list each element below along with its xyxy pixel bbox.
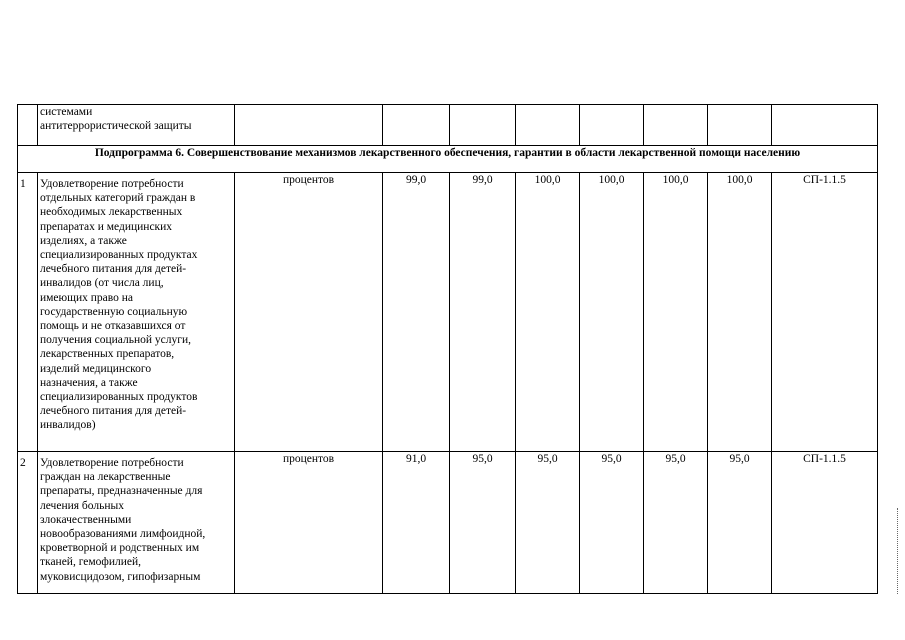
table-row-subprogram-heading (18, 146, 878, 173)
row-number-cell: 1 (18, 173, 38, 452)
description-line: имеющих право на (40, 291, 134, 304)
table-row (18, 173, 878, 452)
description-line: специализированных продуктах (40, 249, 198, 262)
description-line: отдельных категорий граждан в (40, 192, 196, 205)
description-line: лечебного питания для детей- (40, 263, 187, 276)
description-line: изделиях, а также (40, 234, 127, 247)
value-cell (644, 105, 708, 146)
description-line: граждан на лекарственные (40, 471, 171, 484)
description-line: необходимых лекарственных (40, 206, 183, 219)
scan-edge-mark (897, 508, 900, 594)
description-line: препаратах и медицинских (40, 220, 173, 233)
description-line: лечения больных (40, 499, 124, 512)
table-row-continuation (18, 105, 878, 146)
value-cell: 95,0 (450, 452, 516, 594)
description-line: лекарственных препаратов, (40, 348, 175, 361)
row-number-cell: 2 (18, 452, 38, 594)
code-cell: СП-1.1.5 (772, 452, 878, 594)
description-line: лечебного питания для детей- (40, 405, 187, 418)
description-line: тканей, гемофилией, (40, 556, 142, 569)
indicator-description-cell (38, 452, 235, 594)
description-line: препараты, предназначенные для (40, 485, 203, 498)
value-cell (450, 105, 516, 146)
indicator-description-cell (38, 105, 235, 146)
value-cell: 95,0 (644, 452, 708, 594)
table-row (18, 452, 878, 594)
value-cell: 100,0 (708, 173, 772, 452)
value-cell: 95,0 (516, 452, 580, 594)
description-line: Удовлетворение потребности (40, 178, 184, 190)
unit-cell: процентов (235, 173, 383, 452)
description-line: изделий медицинского (40, 362, 152, 375)
code-cell: СП-1.1.5 (772, 173, 878, 452)
description-line: специализированных продуктов (40, 391, 198, 404)
value-cell: 100,0 (644, 173, 708, 452)
value-cell (708, 105, 772, 146)
description-line: кроветворной и родственных им (40, 542, 200, 555)
unit-cell: процентов (235, 452, 383, 594)
description-line: назначения, а также (40, 376, 138, 389)
subprogram-heading: Подпрограмма 6. Совершенствование механизмов лекарственного обеспечения, гарантии в области лекарственной помощи населению (18, 146, 878, 173)
value-cell: 99,0 (383, 173, 450, 452)
description-line: Удовлетворение потребности (40, 457, 184, 469)
description-line: муковисцидозом, гипофизарным (40, 570, 201, 583)
description-line: системами (40, 106, 93, 118)
value-cell (516, 105, 580, 146)
value-cell: 91,0 (383, 452, 450, 594)
code-cell (772, 105, 878, 146)
value-cell: 100,0 (580, 173, 644, 452)
description-line: новообразованиями лимфоидной, (40, 528, 206, 541)
value-cell (580, 105, 644, 146)
description-line: злокачественными (40, 513, 132, 526)
description-line: инвалидов) (40, 419, 96, 432)
description-line: помощь и не отказавшихся от (40, 320, 186, 333)
value-cell (383, 105, 450, 146)
description-line: государственную социальную (40, 305, 188, 318)
row-number-cell (18, 105, 38, 146)
unit-cell (235, 105, 383, 146)
value-cell: 100,0 (516, 173, 580, 452)
value-cell: 95,0 (580, 452, 644, 594)
indicator-description-cell (38, 173, 235, 452)
description-line: инвалидов (от числа лиц, (40, 277, 164, 290)
value-cell: 95,0 (708, 452, 772, 594)
indicators-table (17, 104, 878, 594)
description-line: антитеррористической защиты (40, 120, 192, 133)
description-line: получения социальной услуги, (40, 334, 191, 347)
value-cell: 99,0 (450, 173, 516, 452)
